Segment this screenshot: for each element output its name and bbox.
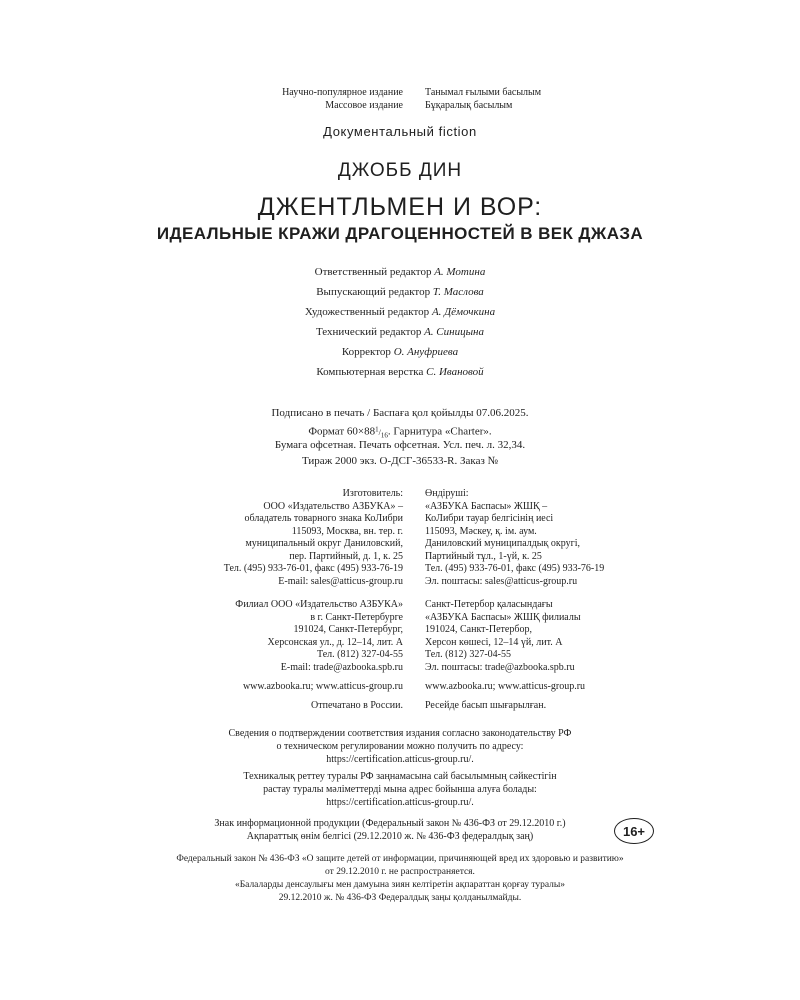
branch-line: 191024, Санкт-Петербург, [293,624,403,635]
manufacturer-line: КоЛибри тауар белгісінің иесі [425,513,554,524]
branch-line: Херсон көшесі, 12–14 үй, лит. А [425,636,563,648]
editor-role: Технический редактор [316,326,422,338]
website-link[interactable]: www.azbooka.ru; www.atticus-group.ru [425,681,586,692]
series-name: Документальный fiction [323,124,477,139]
format-prefix: Формат 60×88 [308,425,376,438]
law-notice [0,853,800,905]
certification-line: о техническом регулировании можно получить по адресу: [276,741,524,752]
edition-type-ru [282,86,403,112]
certification-link[interactable]: https://certification.atticus-group.ru/. [326,797,474,808]
branch-line: Тел. (812) 327-04-55 [425,649,511,660]
format-suffix: . Гарнитура «Charter». [387,425,492,438]
manufacturer-ru [224,488,403,588]
branch-line: 191024, Санкт-Петербор, [425,624,532,635]
manufacturer-line: ООО «Издательство АЗБУКА» – [263,500,403,512]
editor-row [0,322,800,342]
book-subtitle: ИДЕАЛЬНЫЕ КРАЖИ ДРАГОЦЕННОСТЕЙ В ВЕК ДЖАЗА [156,224,644,243]
manufacturer-line: Тел. (495) 933-76-01, факс (495) 933-76-19 [223,563,403,574]
editor-name: А. Синицына [424,326,484,338]
branch-ru [235,599,403,674]
law-line: Федеральный закон № 436-ФЗ «О защите детей от информации, причиняющей вред их здоровью и развитию» [176,854,624,864]
edition-type-line: Научно-популярное издание [282,87,403,98]
edition-type-line: Танымал ғылыми басылым [425,87,542,98]
editor-row [0,302,800,322]
age-rating-badge: 16+ [614,818,654,844]
manufacturer-line: пер. Партийный, д. 1, к. 25 [289,550,403,562]
editor-row [0,362,800,382]
editor-row [0,282,800,302]
editor-row [0,262,800,282]
certification-kz [0,770,800,809]
manufacturer-line: Партийный тұл., 1-үй, к. 25 [425,550,542,562]
edition-type-line: Бұқаралық басылым [425,100,513,111]
printed-in-ru [311,700,403,713]
manufacturer-line: Тел. (495) 933-76-01, факс (495) 933-76-19 [425,563,605,574]
manufacturer-line: E-mail: sales@atticus-group.ru [278,575,403,587]
certification-line: растау туралы мәліметтерді мына адрес бойынша алуға болады: [263,784,537,795]
websites-kz [425,681,585,694]
printed-in-kz [425,700,546,713]
editor-name: О. Ануфриева [393,346,459,358]
branch-kz [425,599,581,674]
editor-name: А. Мотина [434,266,486,278]
branch-line: Санкт-Петербор қаласындағы [425,599,553,610]
law-line: 29.12.2010 ж. № 436-ФЗ Федералдық заңы қолданылмайды. [278,893,522,903]
format-numerator: 1 [375,425,379,433]
branch-line: E-mail: trade@azbooka.spb.ru [280,661,403,673]
editors-list [0,262,800,382]
manufacturer-line: Өндіруші: [425,488,469,499]
printed-in-line: Отпечатано в России. [311,700,403,711]
manufacturer-line: Эл. поштасы: sales@atticus-group.ru [425,575,578,587]
format-denominator: 16 [380,431,388,440]
info-product-line: Ақпараттық өнім белгісі (29.12.2010 ж. № 436-ФЗ федералдық заң) [246,831,534,842]
manufacturer-line: муниципальный округ Даниловский, [245,538,403,549]
printed-in-line: Ресейде басып шығарылған. [425,700,547,711]
edition-type-kz [425,86,541,112]
certification-line: Сведения о подтверждении соответствия издания согласно законодательству РФ [228,728,572,739]
law-line: «Балаларды денсаулығы мен дамуына зиян келтіретін ақпараттан қорғау туралы» [234,880,566,890]
websites-ru [243,681,403,694]
branch-line: Тел. (812) 327-04-55 [317,649,403,660]
website-link[interactable]: www.azbooka.ru; www.atticus-group.ru [242,681,403,692]
branch-line: в г. Санкт-Петербурге [310,611,403,623]
edition-type-line: Массовое издание [325,100,403,111]
editor-role: Ответственный редактор [314,266,432,278]
format-fraction: 1/16 [375,425,388,440]
editor-row [0,342,800,362]
book-title: ДЖЕНТЛЬМЕН И ВОР: [257,193,543,221]
manufacturer-line: 115093, Москва, вн. тер. г. [291,525,403,537]
editor-role: Художественный редактор [304,306,430,318]
manufacturer-line: 115093, Мәскеу, қ. ім. аум. [425,525,537,537]
format-line [0,421,800,440]
branch-line: «АЗБУКА Баспасы» ЖШҚ филиалы [425,611,581,623]
info-product-line: Знак информационной продукции (Федеральный закон № 436-ФЗ от 29.12.2010 г.) [214,818,566,829]
paper-line: Бумага офсетная. Печать офсетная. Усл. печ. л. 32,34. [274,439,526,451]
certification-ru [0,727,800,766]
editor-role: Выпускающий редактор [316,286,431,298]
editor-name: Т. Маслова [432,286,484,298]
branch-line: Филиал ООО «Издательство АЗБУКА» [235,599,403,610]
certification-line: Техникалық реттеу туралы РФ заңнамасына сай басылымның сәйкестігін [243,771,557,782]
manufacturer-line: Изготовитель: [342,488,403,499]
print-info [0,405,800,469]
signed-line: Подписано в печать / Баспаға қол қойылды 07.06.2025. [271,407,529,419]
manufacturer-line: «АЗБУКА Баспасы» ЖШҚ – [425,500,548,512]
editor-role: Корректор [341,346,391,358]
branch-line: Херсонская ул., д. 12–14, лит. А [267,636,403,648]
editor-role: Компьютерная верстка [316,366,424,378]
law-line: от 29.12.2010 г. не распространяется. [325,867,475,877]
editor-name: А. Дёмочкина [431,306,496,318]
run-line: Тираж 2000 экз. О-ДСГ-36533-R. Заказ № [301,455,499,467]
manufacturer-line: Даниловский муниципалдық округі, [425,538,580,549]
info-product-mark [0,817,780,843]
manufacturer-line: обладатель товарного знака КоЛибри [244,513,403,524]
branch-line: Эл. поштасы: trade@azbooka.spb.ru [425,661,575,673]
manufacturer-kz [425,488,604,588]
author-name: ДЖОББ ДИН [337,160,463,181]
editor-name: С. Ивановой [426,366,484,378]
certification-link[interactable]: https://certification.atticus-group.ru/. [326,754,474,765]
